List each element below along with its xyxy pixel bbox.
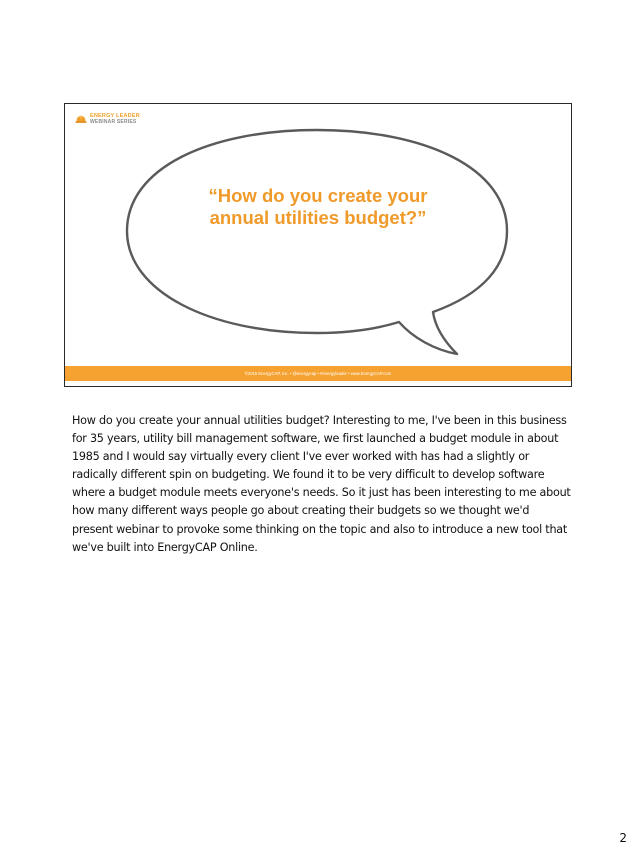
slide-thumbnail [64, 103, 572, 387]
slide-footer-text: ©2015 EnergyCAP, Inc. • @energycap • #energyleader • www.EnergyCAP.com [244, 371, 392, 376]
page-number: 2 [619, 831, 627, 845]
speech-bubble [65, 104, 571, 366]
slide-footer-bar [65, 366, 571, 381]
slide-question: “How do you create your annual utilities budget?” [208, 185, 428, 228]
logo-subtitle: WEBINAR SERIES [90, 119, 137, 125]
speaker-notes: How do you create your annual utilities budget? Interesting to me, I've been in this business for 35 years, utility bill management software, we first launched a budget module in about 1985 and I would say virtually every client I've ever worked with has had a slightly or radically different spin on budgeting. We found it to be very difficult to develop software where a budget module meets everyone's needs. So it just has been interesting to me about how many different ways people go about creating their budgets so we thought we'd present webinar to provoke some thinking on the topic and also to introduce a new tool that we've built into EnergyCAP Online. [72, 414, 571, 554]
logo-title: ENERGY LEADER [90, 113, 140, 119]
speech-bubble-outline [127, 130, 507, 354]
